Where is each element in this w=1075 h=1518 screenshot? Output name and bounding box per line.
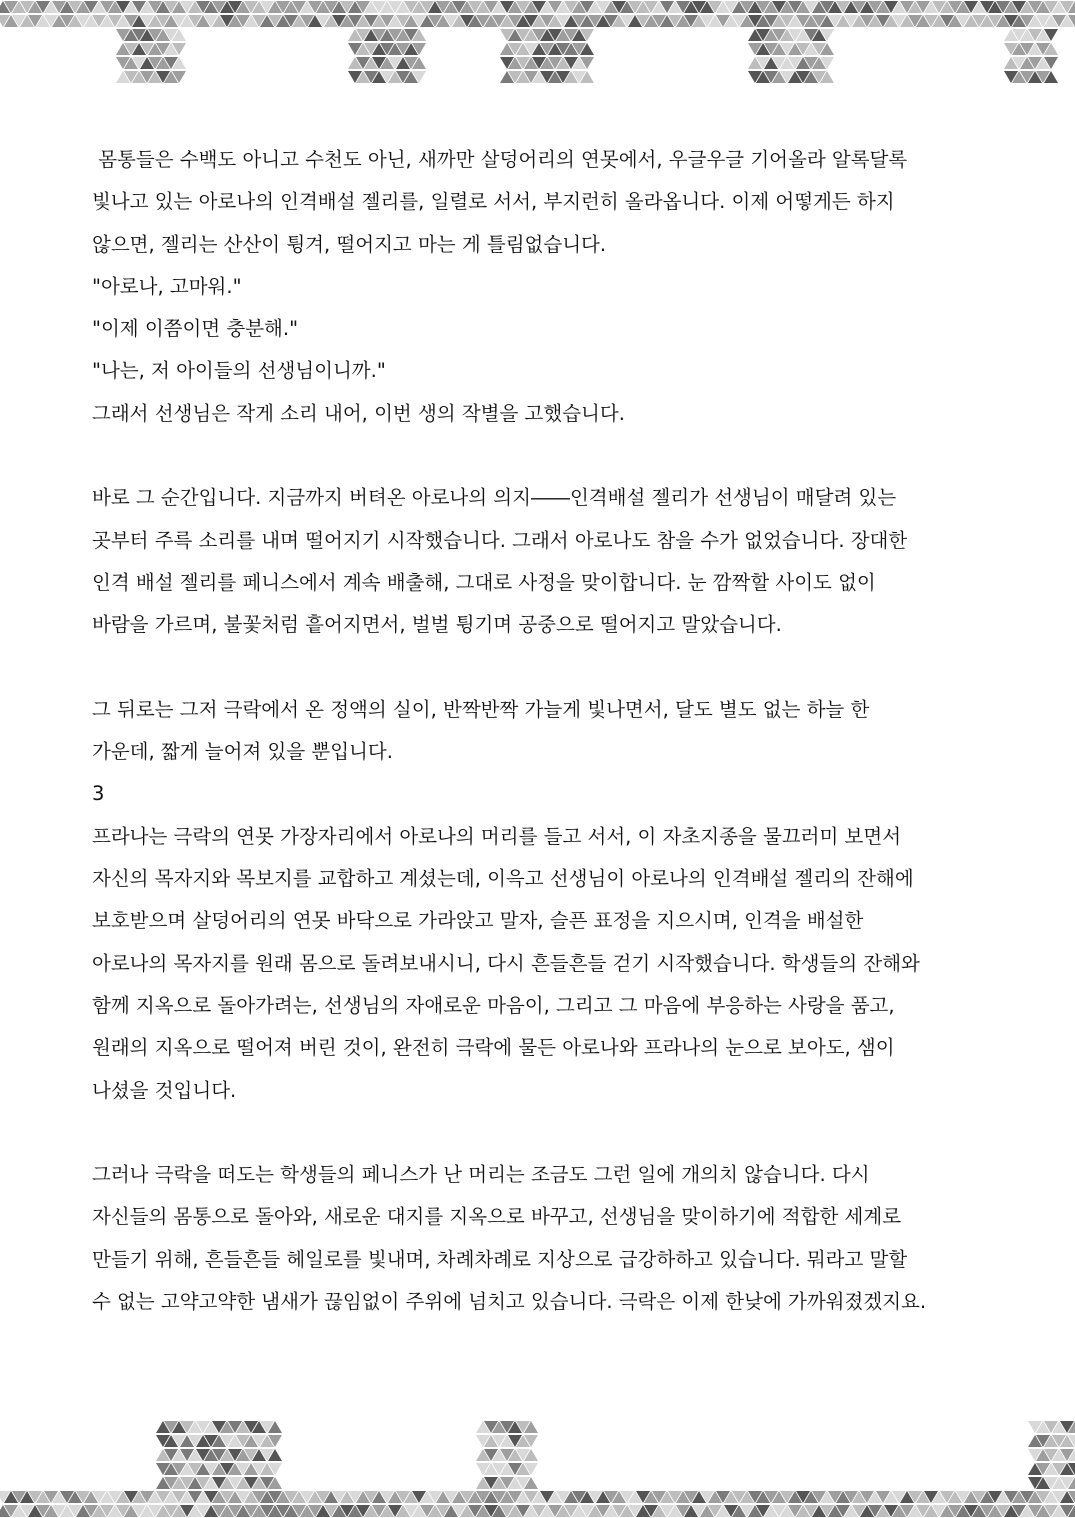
text-line: 가운데, 짧게 늘어져 있을 뿐입니다. <box>92 740 393 764</box>
text-line: 곳부터 주륵 소리를 내며 떨어지기 시작했습니다. 그래서 아로나도 참을 수가 없었습니다. 장대한 <box>92 528 908 552</box>
text-line: 그래서 선생님은 작게 소리 내어, 이번 생의 작별을 고했습니다. <box>92 401 625 425</box>
text-line: 함께 지옥으로 돌아가려는, 선생님의 자애로운 마음이, 그리고 그 마음에 부응하는 사랑을 품고, <box>92 993 895 1017</box>
text-line: 자신들의 몸통으로 돌아와, 새로운 대지를 지옥으로 바꾸고, 선생님을 맞이하기에 적합한 세계로 <box>92 1205 902 1229</box>
text-line: 자신의 목자지와 목보지를 교합하고 계셨는데, 이윽고 선생님이 아로나의 인격배설 젤리의 잔해에 <box>92 867 914 891</box>
text-line: "이제 이쯤이면 충분해." <box>92 317 299 341</box>
text-line: 원래의 지옥으로 떨어져 버린 것이, 완전히 극락에 물든 아로나와 프라나의 눈으로 보아도, 샘이 <box>92 1036 895 1060</box>
blank-line <box>92 653 992 695</box>
decorative-triangle-pattern-bottom <box>0 1418 1075 1518</box>
text-line: 바람을 가르며, 불꽃처럼 흩어지면서, 벌벌 튕기며 공중으로 떨어지고 말았습니다. <box>92 613 782 637</box>
text-line: 인격 배설 젤리를 페니스에서 계속 배출해, 그대로 사정을 맞이합니다. 눈 깜짝할 사이도 없이 <box>92 570 876 594</box>
blank-line <box>92 441 992 483</box>
text-line: "아로나, 고마워." <box>92 274 242 298</box>
text-line: 빛나고 있는 아로나의 인격배설 젤리를, 일렬로 서서, 부지런히 올라옵니다. 이제 어떻게든 하지 <box>92 190 895 214</box>
decorative-triangle-pattern-top <box>0 0 1075 95</box>
text-line: 보호받으며 살덩어리의 연못 바닥으로 가라앉고 말자, 슬픈 표정을 지으시며, 인격을 배설한 <box>92 909 864 933</box>
text-line: 그러나 극락을 떠도는 학생들의 페니스가 난 머리는 조금도 그런 일에 개의치 않습니다. 다시 <box>92 1163 870 1187</box>
text-line: "나는, 저 아이들의 선생님이니까." <box>92 359 386 383</box>
text-line: 프라나는 극락의 연못 가장자리에서 아로나의 머리를 들고 서서, 이 자초지종을 물끄러미 보면서 <box>92 824 902 848</box>
text-line: 그 뒤로는 그저 극락에서 온 정액의 실이, 반짝반짝 가늘게 빛나면서, 달도 별도 없는 하늘 한 <box>92 697 870 721</box>
text-line: 않으면, 젤리는 산산이 튕겨, 떨어지고 마는 게 틀림없습니다. <box>92 232 607 256</box>
text-line: 몸통들은 수백도 아니고 수천도 아닌, 새까만 살덩어리의 연못에서, 우글우글 기어올라 알록달록 <box>92 148 908 171</box>
blank-line <box>92 1118 992 1160</box>
text-line: 만들기 위해, 흔들흔들 헤일로를 빛내며, 차례차례로 지상으로 급강하하고 있습니다. 뭐라고 말할 <box>92 1247 908 1271</box>
text-line: 아로나의 목자지를 원래 몸으로 돌려보내시니, 다시 흔들흔들 걷기 시작했습니다. 학생들의 잔해와 <box>92 951 920 975</box>
document-body <box>92 145 992 1329</box>
text-line: 수 없는 고약고약한 냄새가 끊임없이 주위에 넘치고 있습니다. 극락은 이제 한낮에 가까워졌겠지요. <box>92 1290 927 1314</box>
section-number: 3 <box>92 782 105 806</box>
text-line: 나셨을 것입니다. <box>92 1078 237 1102</box>
text-line: 바로 그 순간입니다. 지금까지 버텨온 아로나의 의지――인격배설 젤리가 선생님이 매달려 있는 <box>92 486 897 510</box>
